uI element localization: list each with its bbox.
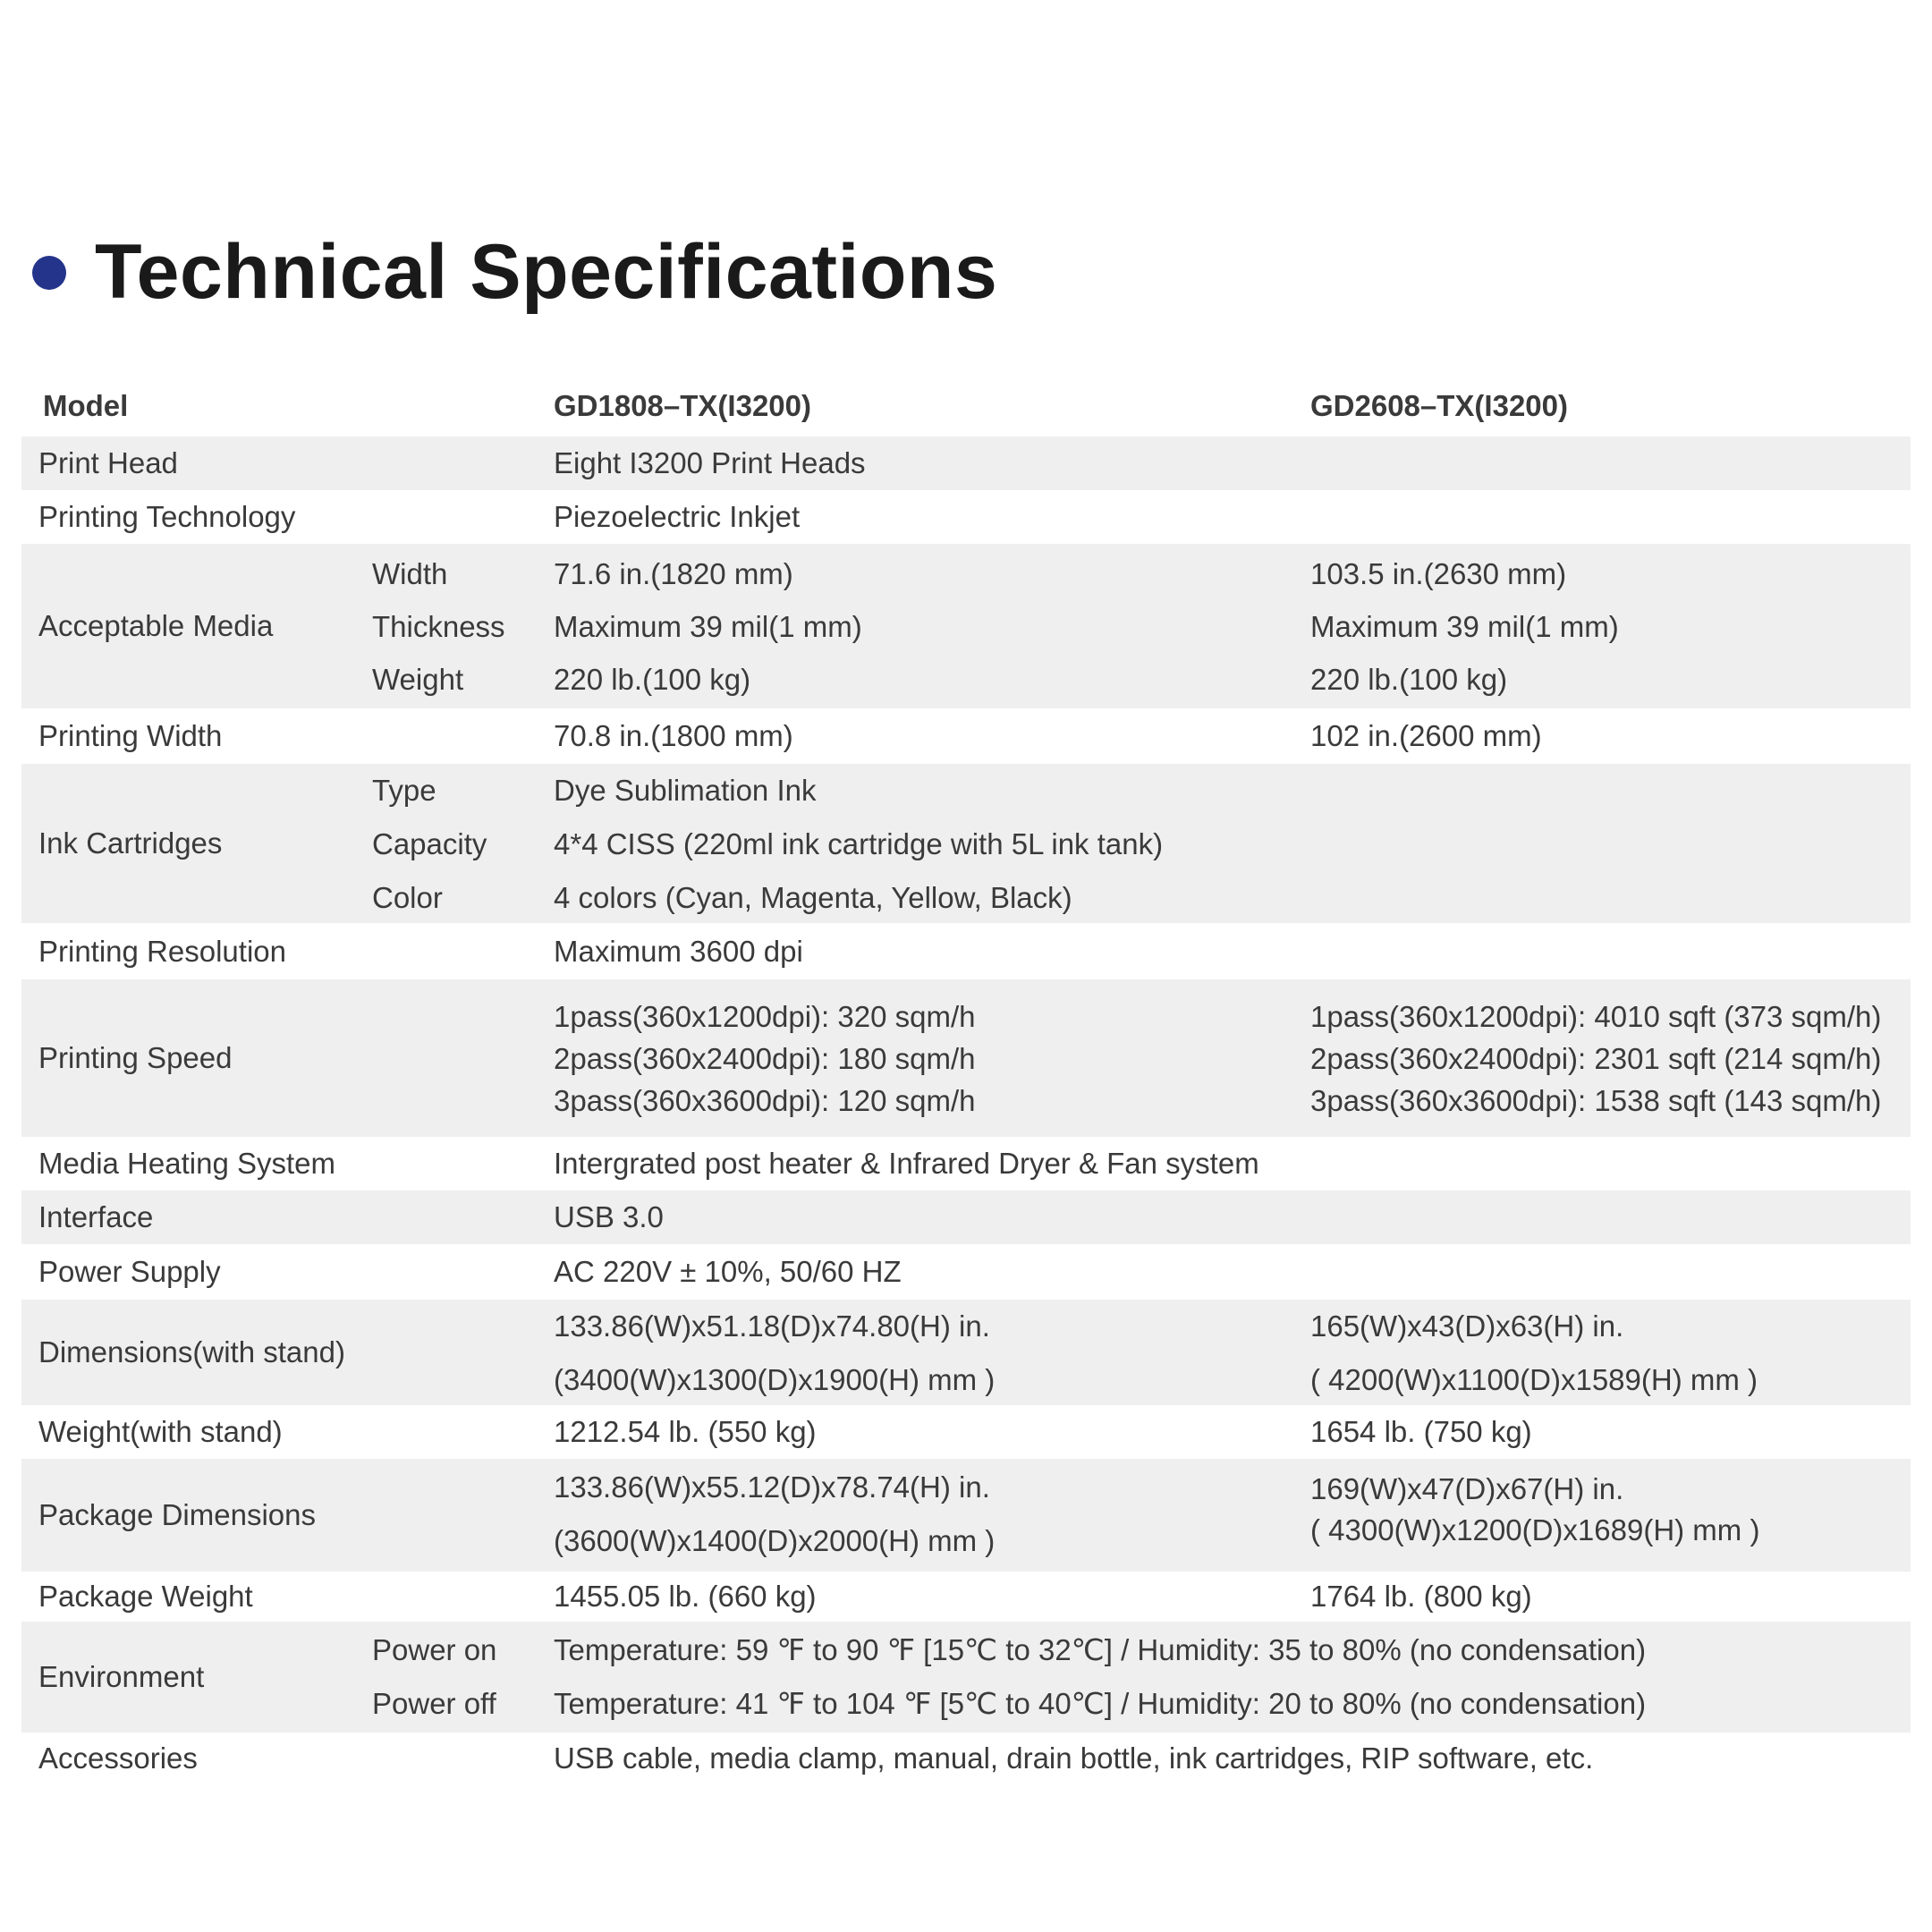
weight-value-2: 220 lb.(100 kg) [1310,663,1508,696]
row-label: Printing Technology [38,500,296,533]
row-label: Accessories [38,1741,198,1775]
table-row-printing-width [21,708,1911,764]
table-row-accessories [21,1733,1911,1784]
row-label: Printing Speed [38,1041,233,1074]
row-label: Power Supply [38,1255,221,1288]
speed-2pass-value-1: 2pass(360x2400dpi): 180 sqm/h [554,1042,976,1075]
row-label: Dimensions(with stand) [38,1335,345,1368]
table-row-weight [21,1405,1911,1459]
package-dimensions-mm-value-2: ( 4300(W)x1200(D)x1689(H) mm ) [1310,1513,1760,1546]
row-value-1: AC 220V ± 10%, 50/60 HZ [554,1255,902,1288]
bullet-icon [32,256,66,290]
page-title: Technical Specifications [95,229,998,315]
spec-table [21,376,1911,1784]
sub-label-thickness: Thickness [372,610,505,643]
table-row-printing-resolution [21,923,1911,979]
thickness-value-1: Maximum 39 mil(1 mm) [554,610,862,643]
table-row-acceptable-media [21,544,1911,708]
row-value-1: USB cable, media clamp, manual, drain bottle, ink cartridges, RIP software, etc. [554,1741,1594,1775]
sub-label-width: Width [372,557,448,590]
sub-label-weight: Weight [372,663,464,696]
row-value-1: Piezoelectric Inkjet [554,500,801,533]
row-label: Environment [38,1660,205,1693]
row-label: Package Dimensions [38,1498,316,1531]
dimensions-in-value-1: 133.86(W)x51.18(D)x74.80(H) in. [554,1309,990,1343]
table-row-package-dimensions [21,1459,1911,1572]
speed-1pass-value-2: 1pass(360x1200dpi): 4010 sqft (373 sqm/h) [1310,1000,1882,1033]
row-label: Weight(with stand) [38,1415,283,1448]
row-label: Ink Cartridges [38,826,223,860]
row-label: Printing Width [38,719,223,752]
table-row-dimensions [21,1300,1911,1405]
speed-2pass-value-2: 2pass(360x2400dpi): 2301 sqft (214 sqm/h) [1310,1042,1882,1075]
row-value-1: 70.8 in.(1800 mm) [554,719,793,752]
dimensions-mm-value-2: ( 4200(W)x1100(D)x1589(H) mm ) [1310,1363,1758,1396]
table-row-media-heating [21,1137,1911,1191]
thickness-value-2: Maximum 39 mil(1 mm) [1310,610,1619,643]
power-off-value: Temperature: 41 ℉ to 104 ℉ [5℃ to 40℃] / Humidity: 20 to 80% (no condensation) [554,1687,1647,1720]
row-value-1: Intergrated post heater & Infrared Dryer & Fan system [554,1147,1259,1180]
table-row-print-head [21,436,1911,490]
row-label: Printing Resolution [38,934,286,968]
speed-3pass-value-2: 3pass(360x3600dpi): 1538 sqft (143 sqm/h) [1310,1084,1882,1117]
dimensions-mm-value-1: (3400(W)x1300(D)x1900(H) mm ) [554,1363,996,1396]
row-label: Print Head [38,446,178,479]
row-value-1: Maximum 3600 dpi [554,934,803,968]
row-label: Interface [38,1200,154,1233]
package-dimensions-in-value-2: 169(W)x47(D)x67(H) in. [1310,1472,1624,1505]
width-value-2: 103.5 in.(2630 mm) [1310,557,1567,590]
table-row-printing-speed [21,979,1911,1137]
table-row-printing-technology [21,490,1911,544]
sub-label-color: Color [372,881,443,914]
header-model-1: GD1808–TX(I3200) [554,389,811,422]
table-row-package-weight [21,1572,1911,1622]
page-title-block [32,228,997,317]
package-dimensions-mm-value-1: (3600(W)x1400(D)x2000(H) mm ) [554,1524,996,1557]
sub-label-type: Type [372,774,436,807]
row-value-2: 1764 lb. (800 kg) [1310,1580,1532,1613]
table-row-ink-cartridges [21,764,1911,923]
row-value-2: 102 in.(2600 mm) [1310,719,1542,752]
row-label: Media Heating System [38,1147,335,1180]
row-label: Acceptable Media [38,609,274,642]
row-value-1: USB 3.0 [554,1200,664,1233]
sub-label-capacity: Capacity [372,827,487,860]
row-value-1: Eight I3200 Print Heads [554,446,866,479]
capacity-value: 4*4 CISS (220ml ink cartridge with 5L ink tank) [554,827,1164,860]
row-value-1: 1455.05 lb. (660 kg) [554,1580,817,1613]
header-model-2: GD2608–TX(I3200) [1310,389,1568,422]
speed-3pass-value-1: 3pass(360x3600dpi): 120 sqm/h [554,1084,976,1117]
table-row-power-supply [21,1244,1911,1300]
sub-label-power-on: Power on [372,1633,497,1666]
sub-label-power-off: Power off [372,1687,496,1720]
type-value: Dye Sublimation Ink [554,774,817,807]
table-row-environment [21,1622,1911,1733]
weight-value-1: 220 lb.(100 kg) [554,663,751,696]
header-model-label: Model [43,389,129,422]
width-value-1: 71.6 in.(1820 mm) [554,557,793,590]
row-value-1: 1212.54 lb. (550 kg) [554,1415,817,1448]
table-row-interface [21,1191,1911,1244]
row-label: Package Weight [38,1580,253,1613]
speed-1pass-value-1: 1pass(360x1200dpi): 320 sqm/h [554,1000,976,1033]
power-on-value: Temperature: 59 ℉ to 90 ℉ [15℃ to 32℃] / Humidity: 35 to 80% (no condensation) [554,1633,1647,1666]
color-value: 4 colors (Cyan, Magenta, Yellow, Black) [554,881,1072,914]
dimensions-in-value-2: 165(W)x43(D)x63(H) in. [1310,1309,1624,1343]
row-value-2: 1654 lb. (750 kg) [1310,1415,1532,1448]
package-dimensions-in-value-1: 133.86(W)x55.12(D)x78.74(H) in. [554,1470,990,1504]
table-header [21,376,1911,436]
